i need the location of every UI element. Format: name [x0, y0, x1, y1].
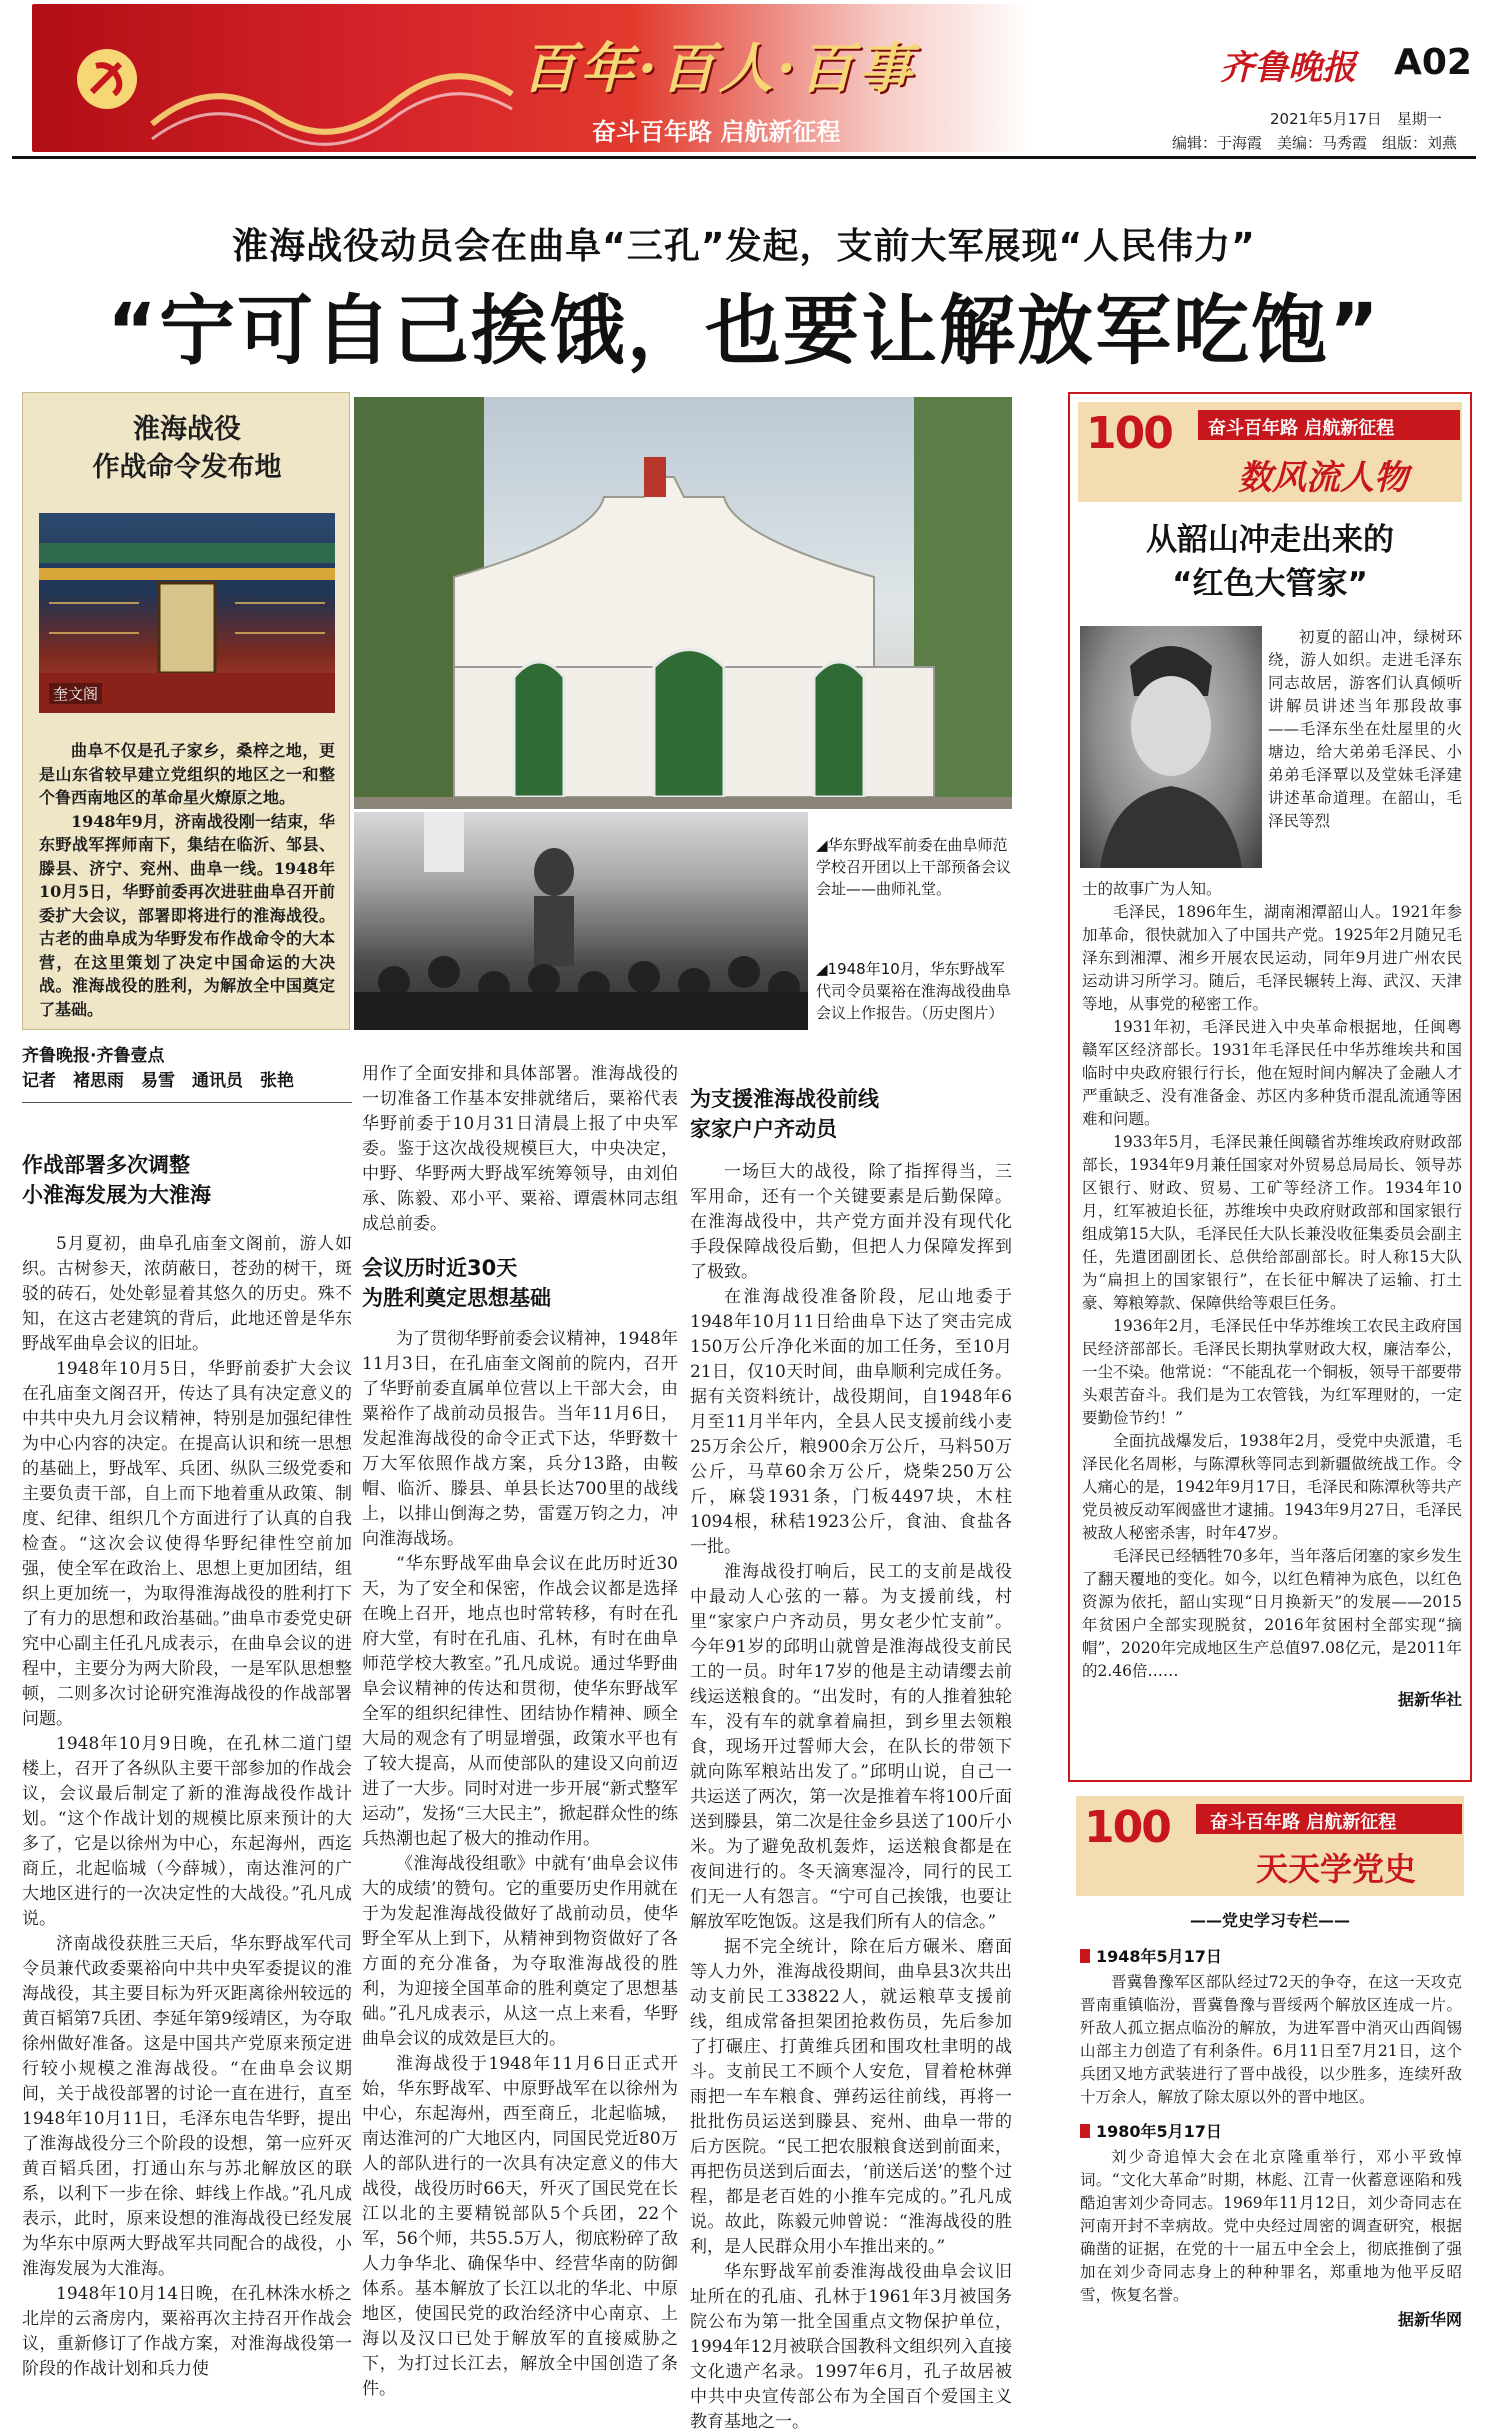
col3-paragraph: 华东野战军前委淮海战役曲阜会议旧址所在的孔庙、孔林于1961年3月被国务院公布为第一批全国重点文物保护单位，1994年12月被联合国教科文组织列入直接文化遗产名录。1997年6月，孔子故居被中共中央宣传部公布为全国百个爱国主义教育基地之一。 [690, 2262, 1012, 2432]
sidebar-title-line2: 作战命令发布地 [92, 452, 282, 483]
history-banner [1076, 1796, 1464, 1896]
crowd-illustration-icon [354, 812, 808, 1030]
banner-slogan: 奋斗百年路 启航新征程 [1208, 418, 1395, 439]
masthead-banner [32, 4, 1032, 152]
profile-paragraph: 全面抗战爆发后，1938年2月，受党中央派遣，毛泽民化名周彬，与陈潭秋等同志到新疆做统战工作。令人痛心的是，1942年9月17日，毛泽民和陈潭秋等共产党员被反动军阀盛世才逮捕。1943年9月27日，毛泽民被敌人秘密杀害，时年47岁。 [1082, 1432, 1462, 1542]
history-column-title: 天天学党史 [1256, 1850, 1417, 1888]
sidebar-title-line1: 淮海战役 [133, 414, 241, 445]
masthead [0, 0, 1488, 160]
col3-subhead-line1: 为支援淮海战役前线 [690, 1087, 879, 1111]
profile-paragraph: 1933年5月，毛泽民兼任闽赣省苏维埃政府财政部部长，1934年9月兼任国家对外贸易总局局长、领导苏区银行、财政、贸易、工矿等经济工作。1934年10月，红军被迫长征，苏维埃中央政府财政部和国家银行组成第15大队，毛泽民任大队长兼没收征集委员会副主任，先遣团副团长、总供给部副部长。时人称15大队为“扁担上的国家银行”，在长征中解决了运输、打土豪、筹粮筹款、保障供给等艰巨任务。 [1082, 1133, 1462, 1312]
page-number: A02 [1394, 42, 1472, 83]
col2-paragraph: 为了贯彻华野前委会议精神，1948年11月3日，在孔庙奎文阁前的院内，召开了华野前委直属单位营以上干部大会，由粟裕作了战前动员报告。当年11月6日，发起淮海战役的命令正式下达，华野数十万大军依照作战方案，兵分13路，由鞍帽、临沂、滕县、单县长达700里的战线上，以排山倒海之势，雷霆万钧之力，冲向淮海战场。 [362, 1329, 678, 1549]
profile-title-line1: 从韶山冲走出来的 [1146, 522, 1394, 558]
col1-subhead [22, 1150, 352, 1210]
profile-title-line2: “红色大管家” [1172, 566, 1368, 602]
date-label: 1948年5月17日 [1096, 1947, 1222, 1966]
party-emblem-icon [72, 44, 142, 114]
history-entries [1080, 1944, 1462, 2330]
party-history-box [1068, 1796, 1472, 2384]
col1-paragraph: 1948年10月9日晚，在孔林二道门望楼上，召开了各纵队主要干部参加的作战会议，会议最后制定了新的淮海战役作战计划。“这个作战计划的规模比原来预计的大多了，它是以徐州为中心，东起海州，西迄商丘，北起临城（今薛城），南达淮河的广大地区进行的一次决定性的大战役。”孔凡成说。 [22, 1734, 352, 1929]
col1-paragraph: 1948年10月14日晚，在孔林洙水桥之北岸的云斋房内，粟裕再次主持召开作战会议，重新修订了作战方案，对淮海战役第一阶段的作战计划和兵力使 [22, 2284, 352, 2379]
history-date-1 [1080, 1944, 1462, 1967]
col3-paragraph: 据不完全统计，除在后方碾米、磨面等人力外，淮海战役期间，曲阜县3次共出动支前民工33822人，就运粮草支援前线，组成常备担架团抢救伤员，先后参加了打碾庄、打黄维兵团和围攻杜聿明的战斗。支前民工不顾个人安危，冒着枪林弹雨把一车车粮食、弹药运往前线，再将一批批伤员运送到滕县、兖州、曲阜一带的后方医院。“民工把农服粮食送到前面来，再把伤员送到后面去，‘前送后送’的整个过程，都是老百姓的小推车完成的。”孔凡成说。故此，陈毅元帅曾说：“淮海战役的胜利，是人民群众用小车推出来的。” [690, 1937, 1012, 2257]
col2-paragraph: 用作了全面安排和具体部署。淮海战役的一切准备工作基本安排就绪后，粟裕代表华野前委于10月31日清晨上报了中央军委。鉴于这次战役规模巨大，中央决定，中野、华野两大野战军统筹领导，由刘伯承、陈毅、邓小平、粟裕、谭震林同志组成总前委。 [362, 1064, 678, 1234]
photo-caption-1: ◢华东野战军前委在曲阜师范学校召开团以上干部预备会议会址——曲师礼堂。 [816, 836, 1012, 898]
paper-name: 齐鲁晚报 [1220, 48, 1356, 88]
right-sidebar [1068, 392, 1472, 1782]
masthead-rule [12, 156, 1476, 159]
portrait-illustration-icon [1080, 626, 1262, 868]
weekday-text: 星期一 [1396, 110, 1442, 128]
profile-paragraph: 初夏的韶山冲，绿树环绕，游人如织。走进毛泽东同志故居，游客们认真倾听讲解员讲述当年那段故事——毛泽东坐在灶屋里的火塘边，给大弟弟毛泽民、小弟弟毛泽覃以及堂妹毛泽建讲述革命道理。在韶山，毛泽民等烈 [1268, 628, 1462, 830]
profile-text-wrap [1268, 626, 1462, 833]
col2-paragraph: 淮海战役于1948年11月6日正式开始，华东野战军、中原野战军在以徐州为中心，东起海州，西至商丘，北起临城，南达淮河的广大地区内，同国民党近80万人的部队进行的一次具有决定意义的伟大战役，战役历时66天，歼灭了国民党在长江以北的主要精锐部队5个兵团，22个军，56个师，共55.5万人，彻底粉碎了敌人力争华北、确保华中、经营华南的防御体系。基本解放了长江以北的华北、中原地区，使国民党的政治经济中心南京、上海以及汉口已处于解放军的直接威胁之下，为打过长江去，解放全中国创造了条件。 [362, 2054, 678, 2399]
col1-paragraph: 5月夏初，曲阜孔庙奎文阁前，游人如织。古树参天，浓荫蔽日，苍劲的树干，斑驳的砖石，处处彰显着其悠久的历史。殊不知，在这古老建筑的背后，此地还曾是华东野战军曲阜会议的旧址。 [22, 1234, 352, 1354]
col2-subhead-line2: 为胜利奠定思想基础 [362, 1286, 551, 1310]
column-1 [22, 1150, 352, 2382]
editor-line: 编辑：于海霞 美编：马秀霞 组版：刘燕 [1172, 134, 1458, 152]
col3-subhead [690, 1084, 1012, 1144]
profile-paragraph: 毛泽民已经牺牲70多年，当年落后闭塞的家乡发生了翻天覆地的变化。如今，以红色精神为底色，以红色资源为依托，韶山实现“日月换新天”的发展——2015年贫困户全部实现脱贫，2016年贫困村全部实现“摘帽”，2020年完成地区生产总值97.08亿元，是2011年的2.46倍…… [1082, 1547, 1462, 1680]
wave-decoration-icon [152, 64, 512, 144]
right-banner [1078, 402, 1462, 502]
col1-subhead-line2: 小淮海发展为大淮海 [22, 1183, 211, 1207]
profile-title [1070, 518, 1470, 606]
byline-source: 齐鲁晚报·齐鲁壹点 [22, 1046, 165, 1066]
profile-paragraph: 1931年初，毛泽民进入中央革命根据地，任闽粤赣军区经济部长。1931年毛泽民任中华苏维埃共和国临时中央政府银行行长，他在短时间内解决了金融人才严重缺乏、没有准备金、苏区内多种货币混乱流通等困难和问题。 [1082, 1018, 1462, 1128]
headline-main: “宁可自己挨饿，也要让解放军吃饱” [107, 286, 1381, 375]
sidebar-paragraph: 1948年9月，济南战役刚一结束，华东野战军挥师南下，集结在临沂、邹县、滕县、济宁、兖州、曲阜一线。1948年10月5日，华野前委再次进驻曲阜召开前委扩大会议，部署即将进行的淮海战役。古老的曲阜成为华野发布作战命令的大本营，在这里策划了决定中国命运的大决战。淮海战役的胜利，为解放全中国奠定了基础。 [39, 811, 335, 1019]
photo-label: 奎文阁 [49, 683, 102, 704]
building-illustration-icon [354, 397, 1012, 809]
profile-text [1082, 878, 1462, 1710]
sidebar-body [39, 739, 335, 1021]
col2-subhead-line1: 会议历时近30天 [362, 1256, 518, 1280]
column-2 [362, 1062, 678, 2402]
profile-source: 据新华社 [1397, 1690, 1462, 1709]
byline-rule [22, 1102, 352, 1103]
photo-caption-2: ◢1948年10月，华东野战军代司令员粟裕在淮海战役曲阜会议上作报告。（历史图片） [816, 960, 1012, 1022]
col1-subhead-line1: 作战部署多次调整 [22, 1153, 190, 1177]
date-label: 1980年5月17日 [1096, 2122, 1222, 2141]
history-date-2 [1080, 2119, 1462, 2142]
masthead-subslogan: 奋斗百年路 启航新征程 [592, 118, 841, 146]
sidebar-title [23, 411, 351, 487]
centenary-badge-2: 100 [1084, 1802, 1170, 1853]
sidebar-box [22, 392, 350, 1030]
col1-paragraph: 1948年10月5日，华野前委扩大会议在孔庙奎文阁召开，传达了具有决定意义的中共中央九月会议精神，特别是加强纪律性为中心内容的决定。在提高认识和统一思想的基础上，野战军、兵团、纵队三级党委和主要负责干部，自上而下地着重从政策、制度、纪律、组织几个方面进行了认真的自我检查。“这次会议使得华野纪律性空前加强，使全军在政治上、思想上更加团结，组织上更加统一，为取得淮海战役的胜利打下了有力的思想和政治基础。”曲阜市委党史研究中心副主任孔凡成表示，在曲阜会议的进程中，主要分为两大阶段，一是军队思想整顿，二则多次讨论研究淮海战役的作战部署问题。 [22, 1359, 352, 1729]
col2-paragraph: 《淮海战役组歌》中就有‘曲阜会议伟大的成绩’的赞句。它的重要历史作用就在于为发起淮海战役做好了战前动员，使华野全军从上到下，从精神到物资做好了各方面的充分准备，为夺取淮海战役的胜利，为迎接全国革命的胜利奠定了思想基础。”孔凡成表示，从这一点上来看，华野曲阜会议的成效是巨大的。 [362, 1854, 678, 2049]
auditorium-photo [354, 397, 1012, 809]
col1-paragraph: 济南战役获胜三天后，华东野战军代司令员兼代政委粟裕向中共中央军委提议的淮海战役，其主要目标为歼灭距离徐州较远的黄百韬第7兵团、李延年第9绥靖区，为夺取徐州做好准备。这是中国共产党原来预定进行较小规模之淮海战役。“在曲阜会议期间，关于战役部署的讨论一直在进行，直至1948年10月11日，毛泽东电告华野，提出了淮海战役分三个阶段的设想，第一应歼灭黄百韬兵团，打通山东与苏北解放区的联系，以利下一步在徐、蚌线上作战。”孔凡成表示，此时，原来设想的淮海战役已经发展为华东中原两大野战军共同配合的战役，小淮海发展为大淮海。 [22, 1934, 352, 2279]
col3-subhead-line2: 家家户户齐动员 [690, 1117, 837, 1141]
byline [22, 1044, 352, 1094]
col3-paragraph: 淮海战役打响后，民工的支前是战役中最动人心弦的一幕。为支援前线，村里“家家户户齐动员，男女老少忙支前”。今年91岁的邱明山就曾是淮海战役支前民工的一员。时年17岁的他是主动请缨去前线运送粮食的。“出发时，有的人推着独轮车，没有车的就拿着扁担，到乡里去领粮食，现场开过誓师大会，在队长的带领下就向陈军粮站出发了。”邱明山说，自己一共运送了两次，第一次是推着车将100斤面送到滕县，第二次是往金乡县送了100斤小米。为了避免敌机轰炸，运送粮食都是在夜间进行的。冬天滴寒湿冷，同行的民工们无一人有怨言。“宁可自己挨饿，也要让解放军吃饱饭。这是我们所有人的信念。” [690, 1562, 1012, 1932]
history-source: 据新华网 [1397, 2310, 1462, 2329]
history-column-label: ——党史学习专栏—— [1189, 1911, 1350, 1930]
profile-paragraph: 士的故事广为人知。 [1082, 880, 1222, 898]
headline-kicker: 淮海战役动员会在曲阜“三孔”发起，支前大军展现“人民伟力” [232, 226, 1256, 267]
meeting-photo [354, 812, 808, 1030]
kuiwen-pavilion-photo [39, 513, 335, 713]
portrait-photo [1080, 626, 1262, 868]
banner-column-title: 数风流人物 [1238, 458, 1408, 498]
byline-reporters: 记者 褚思雨 易雪 通讯员 张艳 [22, 1071, 294, 1091]
column-3 [690, 1084, 1012, 2435]
masthead-slogan: 百年·百人·百事 [522, 36, 916, 100]
sidebar-paragraph: 曲阜不仅是孔子家乡，桑梓之地，更是山东省较早建立党组织的地区之一和整个鲁西南地区的革命星火燎原之地。 [39, 741, 335, 807]
history-text-1: 晋冀鲁豫军区部队经过72天的争夺，在这一天攻克晋南重镇临汾，晋冀鲁豫与晋绥两个解放区连成一片。歼敌人孤立据点临汾的解放，为进军晋中消灭山西阎锡山部主力创造了有利条件。6月11日至7月21日，这个兵团又地方武装进行了晋中战役，以少胜多，连续歼敌十万余人，解放了除太原以外的晋中地区。 [1080, 1973, 1462, 2106]
centenary-badge: 100 [1086, 408, 1172, 459]
col3-paragraph: 一场巨大的战役，除了指挥得当，三军用命，还有一个关键要素是后勤保障。在淮海战役中，共产党方面并没有现代化手段保障战役后勤，但把人力保障发挥到了极致。 [690, 1162, 1012, 1282]
profile-paragraph: 1936年2月，毛泽民任中华苏维埃工农民主政府国民经济部部长。毛泽民长期执掌财政大权，廉洁奉公，一尘不染。他常说：“不能乱花一个铜板，领导干部要带头艰苦奋斗。我们是为工农管钱，为红军理财的，一定要勤俭节约！” [1082, 1317, 1462, 1427]
issue-date [1270, 108, 1442, 129]
profile-paragraph: 毛泽民，1896年生，湖南湘潭韶山人。1921年参加革命，很快就加入了中国共产党。1925年2月随兄毛泽东到湘潭、湘乡开展农民运动，同年9月进广州农民运动讲习所学习。随后，毛泽民辗转上海、武汉、天津等地，从事党的秘密工作。 [1082, 903, 1462, 1013]
col2-subhead [362, 1253, 678, 1313]
col3-paragraph: 在淮海战役准备阶段，尼山地委于1948年10月11日给曲阜下达了突击完成150万公斤净化米面的加工任务，至10月21日，仅10天时间，曲阜顺利完成任务。据有关资料统计，战役期间，自1948年6月至11月半年内，全县人民支援前线小麦25万余公斤，粮900余万公斤，马料50万公斤，马草60余万公斤，烧柴250万公斤，麻袋1931条，门板4497块，木柱1094根，秫秸1923公斤，食油、食盐各一批。 [690, 1287, 1012, 1557]
date-text: 2021年5月17日 [1270, 110, 1382, 128]
banner-slogan-2: 奋斗百年路 启航新征程 [1210, 1812, 1397, 1833]
col2-paragraph: “华东野战军曲阜会议在此历时近30天，为了安全和保密，作战会议都是选择在晚上召开，地点也时常转移，有时在孔府大堂，有时在孔庙、孔林，有时在曲阜师范学校大教室。”孔凡成说。通过华野曲阜会议精神的传达和贯彻，使华东野战军全军的组织纪律性、团结协作精神、顾全大局的观念有了明显增强，政策水平也有了较大提高，从而使部队的建设又向前迈进了一大步。同时对进一步开展“新式整军运动”，发扬“三大民主”，掀起群众性的练兵热潮也起了极大的推动作用。 [362, 1554, 678, 1849]
history-text-2: 刘少奇追悼大会在北京隆重举行，邓小平致悼词。“文化大革命”时期，林彪、江青一伙蓄意诬陷和残酷迫害刘少奇同志。1969年11月12日，刘少奇同志在河南开封不幸病故。党中央经过周密的调查研究，根据确凿的证据，在党的十一届五中全会上，彻底推倒了强加在刘少奇同志身上的种种罪名，郑重地为他平反昭雪，恢复名誉。 [1080, 2148, 1462, 2304]
